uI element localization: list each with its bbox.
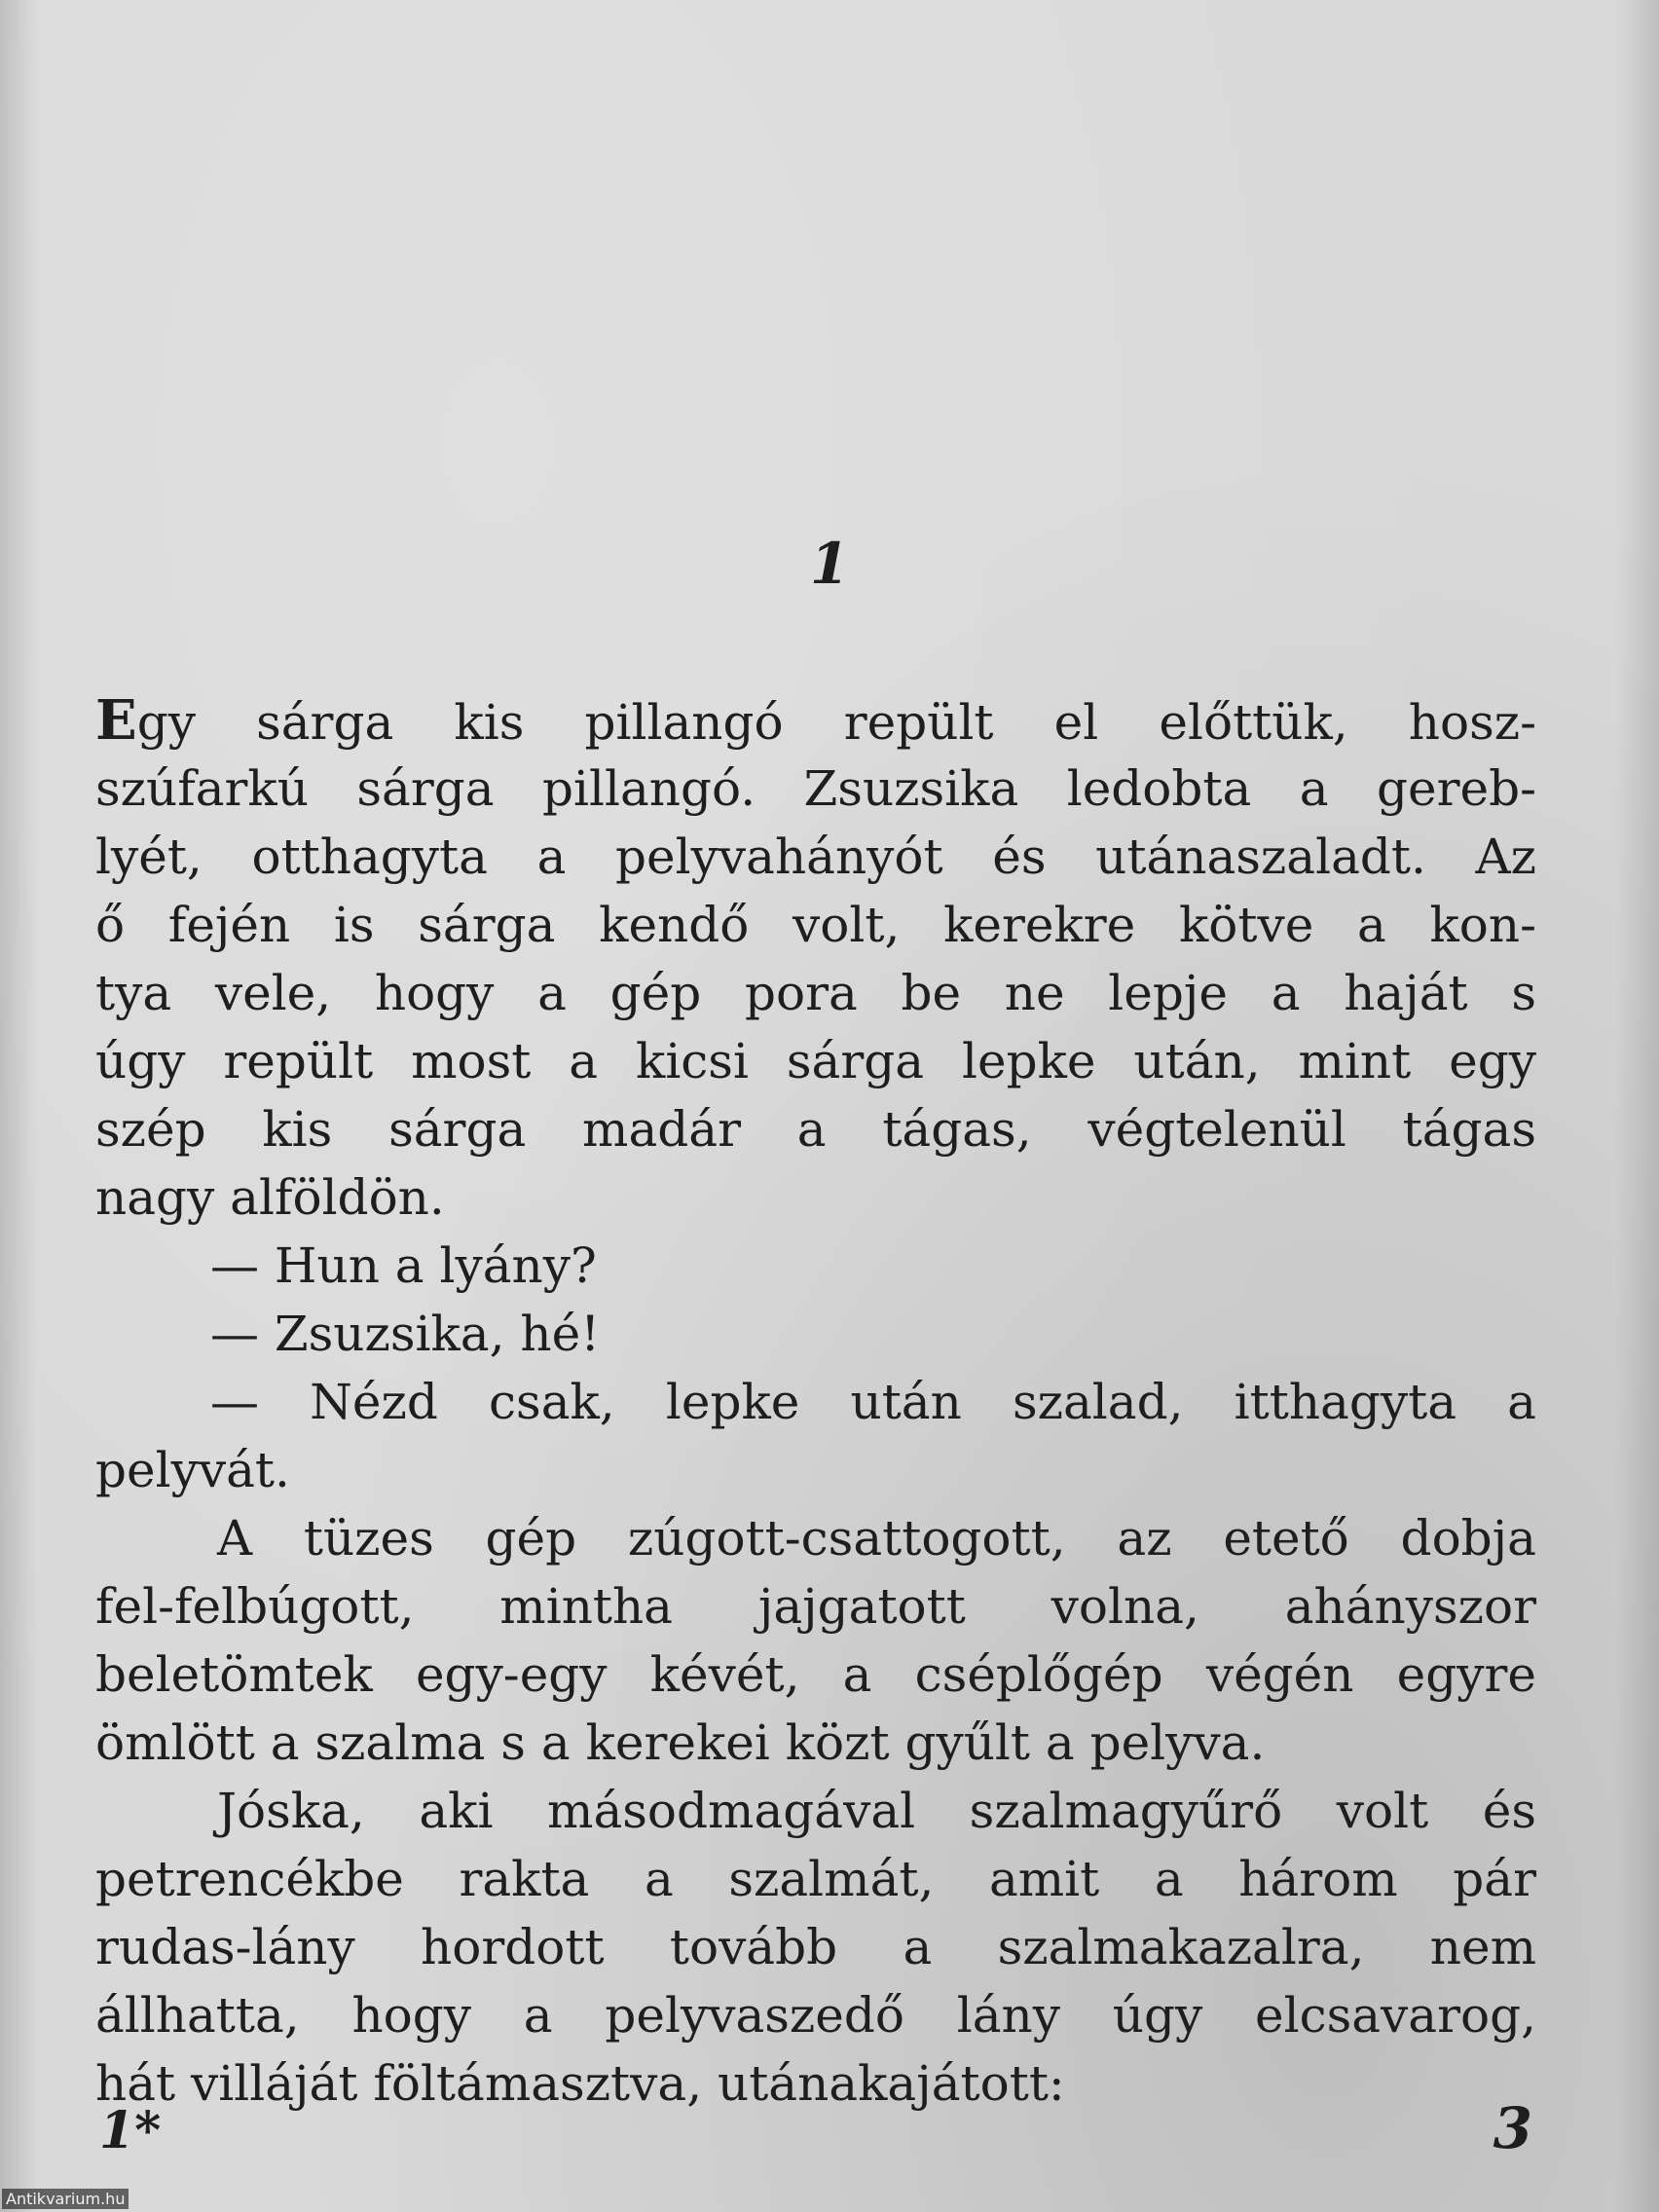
body-text — [95, 686, 1536, 2118]
text-line: tya vele, hogy a gép pora be ne lepje a haját s — [95, 965, 1536, 1021]
text-line: fel-felbúgott, mintha jajgatott volna, ahányszor — [95, 1578, 1536, 1635]
text-line — [95, 686, 1536, 755]
text-line: állhatta, hogy a pelyvaszedő lány úgy elcsavarog, — [95, 1987, 1536, 2044]
dialogue-line: — Hun a lyány? — [210, 1237, 597, 1294]
text-line: A tüzes gép zúgott-csattogott, az etető dobja — [217, 1510, 1536, 1567]
text-line: beletömtek egy-egy kévét, a cséplőgép végén egyre — [95, 1646, 1536, 1703]
text-line: szúfarkú sárga pillangó. Zsuzsika ledobta a gereb- — [95, 760, 1536, 817]
text-line: Jóska, aki másodmagával szalmagyűrő volt és — [217, 1783, 1536, 1839]
text-line: szép kis sárga madár a tágas, végtelenül tágas — [95, 1101, 1536, 1158]
text-line: petrencékbe rakta a szalmát, amit a három pár — [95, 1851, 1536, 1907]
text-line: ő fején is sárga kendő volt, kerekre kötve a kon- — [95, 897, 1536, 953]
text-line: pelyvát. — [95, 1442, 290, 1498]
text-line: úgy repült most a kicsi sárga lepke után, mint egy — [95, 1033, 1536, 1089]
dialogue-line: — Zsuzsika, hé! — [210, 1306, 601, 1362]
chapter-number: 1 — [809, 531, 850, 597]
dialogue-line: — Nézd csak, lepke után szalad, itthagyta a — [210, 1374, 1536, 1430]
watermark: Antikvarium.hu — [2, 2189, 129, 2209]
text-line: rudas-lány hordott tovább a szalmakazalra, nem — [95, 1919, 1536, 1975]
drop-cap: E — [95, 688, 137, 753]
text-line: hát villáját föltámasztva, utánakajátott: — [95, 2055, 1065, 2112]
page-number: 3 — [1493, 2095, 1532, 2161]
text-line: lyét, otthagyta a pelyvahányót és utánaszaladt. Az — [95, 829, 1536, 885]
text-line-rest: gy sárga kis pillangó repült el előttük, hosz- — [136, 694, 1536, 751]
text-line: nagy alföldön. — [95, 1169, 445, 1226]
signature-mark: 1* — [99, 2101, 162, 2160]
text-line: ömlött a szalma s a kerekei közt gyűlt a pelyva. — [95, 1714, 1266, 1771]
